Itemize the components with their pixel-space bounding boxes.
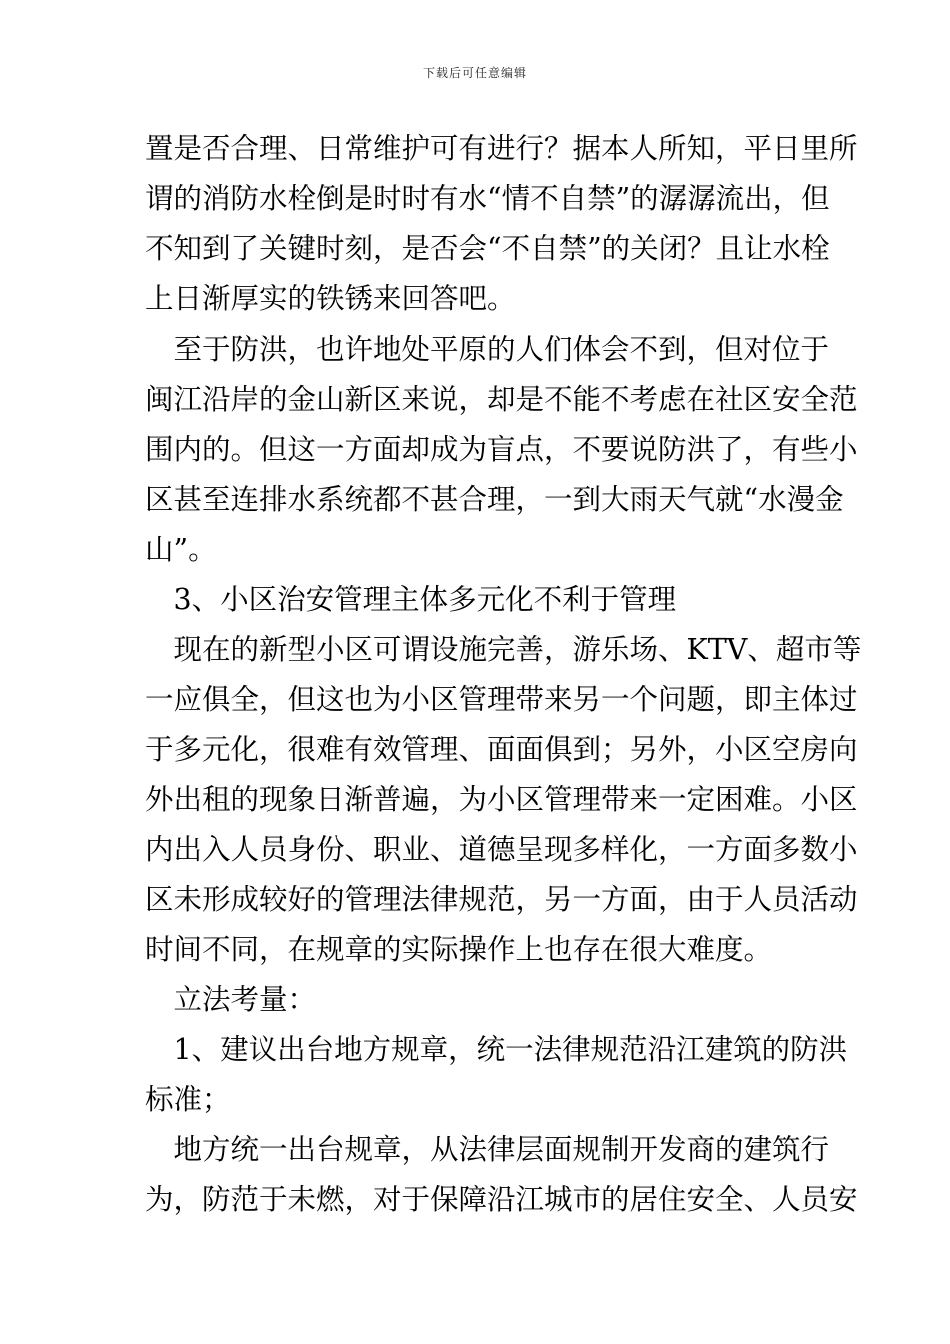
body-line-10: 3、小区治安管理主体多元化不利于管理 (145, 583, 677, 616)
body-line-22: 为，防范于未燃，对于保障沿江城市的居住安全、人员安 (145, 1183, 858, 1216)
body-line-5: 至于防洪，也许地处平原的人们体会不到，但对位于 (145, 333, 830, 366)
body-line-14: 外出租的现象日渐普遍，为小区管理带来一定困难。小区 (145, 783, 858, 816)
body-line-15: 内出入人员身份、职业、道德呈现多样化，一方面多数小 (145, 833, 858, 866)
body-line-18: 立法考量： (145, 983, 317, 1016)
body-line-11: 现在的新型小区可谓设施完善，游乐场、KTV、超市等 (145, 633, 862, 666)
body-line-17: 时间不同，在规章的实际操作上也存在很大难度。 (145, 933, 773, 966)
body-line-6: 闽江沿岸的金山新区来说，却是不能不考虑在社区安全范 (145, 383, 858, 416)
body-line-8: 区甚至连排水系统都不甚合理，一到大雨天气就“水漫金 (145, 483, 844, 516)
page-header: 下载后可任意编辑 (422, 66, 527, 80)
body-line-3: 不知到了关键时刻，是否会“不自禁”的关闭？且让水栓 (145, 232, 830, 265)
body-line-21: 地方统一出台规章，从法律层面规制开发商的建筑行 (145, 1133, 830, 1166)
body-line-9: 山”。 (145, 533, 217, 566)
body-line-7: 围内的。但这一方面却成为盲点，不要说防洪了，有些小 (145, 433, 858, 466)
body-line-1: 置是否合理、日常维护可有进行？据本人所知，平日里所 (145, 132, 858, 165)
body-line-4: 上日渐厚实的铁锈来回答吧。 (145, 282, 516, 315)
body-line-13: 于多元化，很难有效管理、面面俱到；另外，小区空房向 (145, 733, 858, 766)
body-line-19: 1、建议出台地方规章，统一法律规范沿江建筑的防洪 (145, 1033, 848, 1066)
body-line-20: 标准； (145, 1083, 231, 1116)
body-line-12: 一应俱全，但这也为小区管理带来另一个问题，即主体过 (145, 683, 858, 716)
body-line-2: 谓的消防水栓倒是时时有水“情不自禁”的潺潺流出，但 (145, 182, 830, 215)
body-line-16: 区未形成较好的管理法律规范，另一方面，由于人员活动 (145, 883, 858, 916)
